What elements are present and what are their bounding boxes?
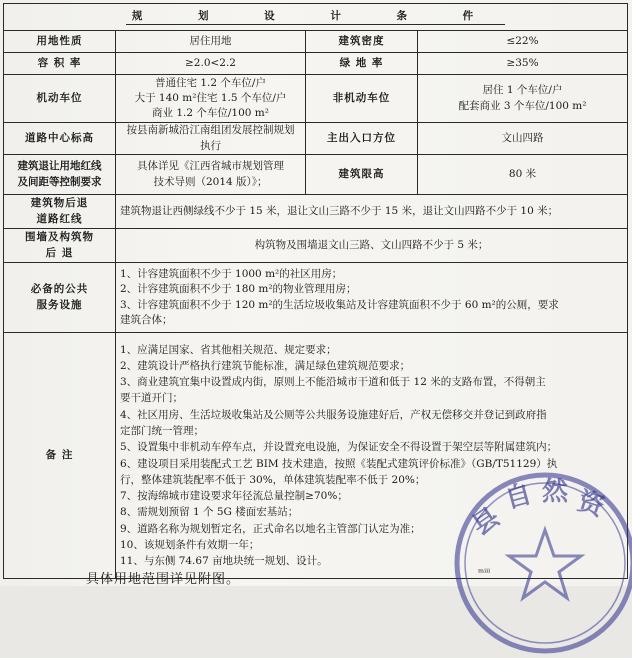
public-facilities-line: 1、计容建筑面积不少于 1000 m²的社区用房； bbox=[120, 268, 343, 281]
note-line: 2、建筑设计严格执行建筑节能标准，满足绿色建筑规范要求； bbox=[120, 359, 411, 372]
main-entrance-value: 文山四路 bbox=[418, 123, 628, 155]
official-seal-icon bbox=[450, 468, 632, 658]
public-facilities-value bbox=[116, 263, 628, 333]
parking-label: 机动车位 bbox=[4, 75, 116, 123]
far-value: ≥2.0<2.2 bbox=[116, 53, 306, 75]
table-title: 规 划 设 计 条 件 bbox=[126, 9, 505, 25]
green-ratio-label: 绿 地 率 bbox=[306, 53, 418, 75]
setback-label bbox=[4, 155, 116, 195]
parking-line: 大于 140 m²住宅 1.5 个车位/户 bbox=[134, 91, 287, 104]
notes-label: 备 注 bbox=[4, 333, 116, 579]
bike-parking-value bbox=[418, 75, 628, 123]
setback-line: 具体详见《江西省城市规划管理 bbox=[137, 160, 284, 173]
public-facilities-line: 3、计容建筑面积不少于 120 m²的生活垃圾收集站及计容建筑面积不少于 60 m²的公厕，要求 bbox=[120, 298, 559, 311]
tick-mark: ᵐⁱⁱⁱ bbox=[478, 568, 491, 579]
note-line: 11、与东侧 74.67 亩地块统一规划、设计。 bbox=[120, 555, 328, 568]
parking-line: 普通住宅 1.2 个车位/户 bbox=[155, 76, 266, 89]
building-density-value: ≤22% bbox=[418, 31, 628, 53]
bike-parking-line: 居住 1 个车位/户 bbox=[482, 84, 563, 97]
note-line: 9、道路名称为规划暂定名，正式命名以地名主管部门认定为准； bbox=[120, 522, 421, 535]
note-line: 6、建设项目采用装配式工艺 BIM 技术建造，按照《装配式建筑评价标准》（GB/T51129）执 bbox=[120, 457, 558, 470]
setback-line: 技术导则（2014 版）》； bbox=[153, 175, 268, 188]
note-line: 7、按海绵城市建设要求年径流总量控制≥70%； bbox=[120, 490, 348, 503]
road-elevation-value bbox=[116, 123, 306, 155]
road-setback-label-line: 道路红线 bbox=[36, 212, 83, 225]
green-ratio-value: ≥35% bbox=[418, 53, 628, 75]
wall-setback-label bbox=[4, 229, 116, 263]
parking-line: 商业 1.2 个车位/100 m² bbox=[152, 107, 269, 120]
note-line: 3、商业建筑宜集中设置成内街，原则上不能沿城市干道和低于 12 米的支路布置，不得朝主 bbox=[120, 376, 546, 389]
note-line: 4、社区用房、生活垃圾收集站及公厕等公共服务设施建好后，产权无偿移交并登记到政府指 bbox=[120, 408, 547, 421]
road-setback-value: 建筑物退让西侧绿线不少于 15 米，退让文山三路不少于 15 米，退让文山四路不少于 10 米； bbox=[116, 195, 628, 229]
road-setback-label-line: 建筑物后退 bbox=[30, 197, 89, 210]
note-line: 5、设置集中非机动车停车点，并设置充电设施，为保证安全不得设置于架空层等附属建筑内； bbox=[120, 441, 558, 454]
road-elevation-line: 执行 bbox=[200, 139, 221, 152]
public-facilities-line: 建筑合体； bbox=[120, 313, 173, 326]
note-line: 10、该规划条件有效期一年； bbox=[120, 538, 260, 551]
bike-parking-label: 非机动车位 bbox=[306, 75, 418, 123]
public-facilities-label-line: 必备的公共 bbox=[30, 283, 89, 296]
height-limit-value: 80 米 bbox=[418, 155, 628, 195]
svg-text:然: 然 bbox=[542, 477, 569, 507]
svg-text:自: 自 bbox=[502, 479, 535, 515]
road-elevation-label: 道路中心标高 bbox=[4, 123, 116, 155]
svg-text:县: 县 bbox=[466, 502, 506, 542]
main-entrance-label: 主出入口方位 bbox=[306, 123, 418, 155]
road-setback-label bbox=[4, 195, 116, 229]
height-limit-label: 建筑限高 bbox=[306, 155, 418, 195]
public-facilities-line: 2、计容建筑面积不少于 180 m²的物业管理用房； bbox=[120, 283, 357, 296]
bike-parking-line: 配套商业 3 个车位/100 m² bbox=[458, 99, 587, 112]
note-line: 1、应满足国家、省其他相关规范、规定要求； bbox=[120, 343, 337, 356]
svg-text:资: 资 bbox=[573, 486, 608, 523]
table-title-cell bbox=[4, 4, 628, 31]
wall-setback-label-line: 后 退 bbox=[45, 246, 74, 259]
setback-label-line: 及间距等控制要求 bbox=[17, 175, 102, 188]
building-density-label: 建筑密度 bbox=[306, 31, 418, 53]
wall-setback-value: 构筑物及围墙退文山三路、文山四路不少于 5 米； bbox=[116, 229, 628, 263]
note-line: 行，整体建筑装配率不低于 30%，单体建筑装配率不低于 20%； bbox=[120, 473, 426, 486]
road-elevation-line: 按县南新城沿江南组团发展控制规划 bbox=[126, 124, 295, 137]
note-line: 定部门统一管理； bbox=[120, 424, 204, 437]
land-use-value: 居住用地 bbox=[116, 31, 306, 53]
public-facilities-label bbox=[4, 263, 116, 333]
wall-setback-label-line: 围墙及构筑物 bbox=[25, 231, 94, 244]
parking-value bbox=[116, 75, 306, 123]
note-line: 8、需规划预留 1 个 5G 楼面宏基站； bbox=[120, 506, 299, 519]
far-label: 容 积 率 bbox=[4, 53, 116, 75]
land-use-label: 用地性质 bbox=[4, 31, 116, 53]
setback-label-line: 建筑退让用地红线 bbox=[17, 160, 102, 173]
footer-note: 具体用地范围详见附图。 bbox=[86, 572, 241, 587]
setback-value bbox=[116, 155, 306, 195]
note-line: 要干道开门； bbox=[120, 392, 183, 405]
public-facilities-label-line: 服务设施 bbox=[36, 298, 83, 311]
